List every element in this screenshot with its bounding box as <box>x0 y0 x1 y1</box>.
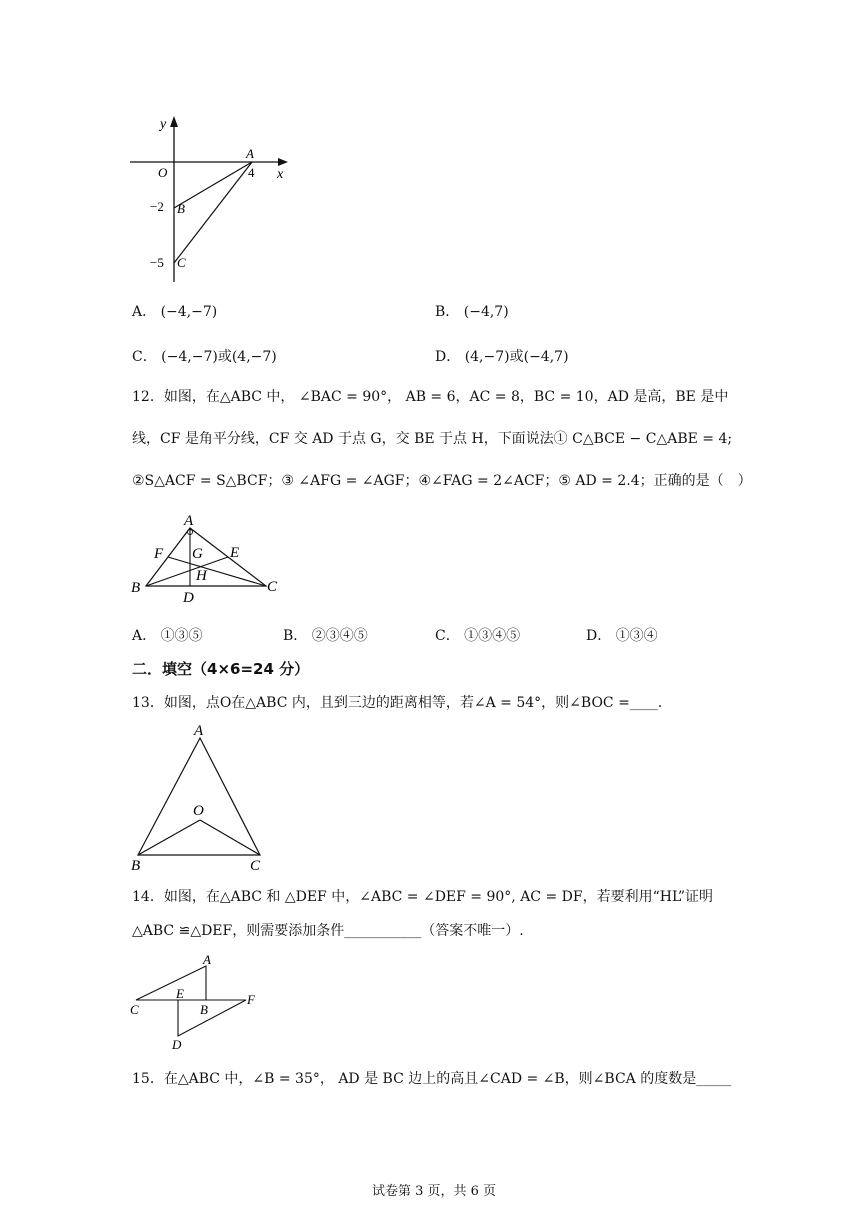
q12-option-b[interactable] <box>283 625 368 645</box>
label-c: C <box>130 1002 139 1017</box>
y-axis-arrow-icon <box>170 116 178 127</box>
label-a: A <box>203 952 211 967</box>
label-c: C <box>267 579 278 595</box>
q12-line-3: ②S△ACF = S△BCF；③ ∠AFG = ∠AGF；④∠FAG = 2∠ACF；⑤ AD = 2.4；正确的是（ ） <box>132 473 752 489</box>
triangle-abc <box>138 738 260 855</box>
label-o: O <box>193 803 204 819</box>
label-b: B <box>131 858 141 874</box>
label-a: A <box>184 513 194 529</box>
q14-line-1: 14．如图，在△ABC 和 △DEF 中，∠ABC = ∠DEF = 90°, AC = DF，若要利用“HL”证明 <box>132 889 714 905</box>
option-text: ②③④⑤ <box>311 628 368 644</box>
tick-y-neg2: −2 <box>150 199 164 214</box>
q13-text: 13．如图，点O在△ABC 内，且到三边的距离相等，若∠A = 54°，则∠BOC =____. <box>132 695 663 711</box>
q12-line-2: 线，CF 是角平分线，CF 交 AD 于点 G，交 BE 于点 H，下面说法① C△BCE − C△ABE = 4; <box>132 431 733 447</box>
q11-figure <box>120 110 300 285</box>
label-b: B <box>131 580 141 596</box>
q11-option-a[interactable] <box>132 301 217 321</box>
label-a: A <box>194 723 204 739</box>
q12-option-d[interactable] <box>586 625 658 645</box>
q11-option-b[interactable] <box>435 301 509 321</box>
page-footer: 试卷第 3 页，共 6 页 <box>371 1184 497 1199</box>
option-letter: B． <box>283 628 308 644</box>
label-d: D <box>183 590 194 605</box>
axis-x-label: x <box>277 167 284 182</box>
option-text: (4,−7)或(−4,7) <box>464 349 569 365</box>
triangle-def <box>178 1000 246 1036</box>
q12-option-a[interactable] <box>132 625 203 645</box>
q12-figure <box>126 510 286 605</box>
section-heading: 二．填空（4×6=24 分） <box>132 660 310 678</box>
option-text: (−4,−7) <box>160 304 218 320</box>
option-text: (−4,7) <box>463 304 509 320</box>
label-d: D <box>172 1037 182 1052</box>
q13-figure <box>128 722 268 874</box>
label-f: F <box>247 992 255 1007</box>
label-c: C <box>250 858 261 874</box>
axis-y-label: y <box>160 117 167 132</box>
option-letter: A． <box>132 628 157 644</box>
q15-text: 15．在△ABC 中，∠B = 35°， AD 是 BC 边上的高且∠CAD = ∠B，则∠BCA 的度数是_____ <box>132 1071 732 1087</box>
label-b: B <box>200 1002 208 1017</box>
label-f: F <box>154 546 164 562</box>
origin-label: O <box>158 165 168 180</box>
option-text: ①③④ <box>615 628 658 644</box>
option-letter: D． <box>435 349 461 365</box>
option-text: (−4,−7)或(4,−7) <box>161 349 277 365</box>
q12-option-c[interactable] <box>435 625 520 645</box>
q11-option-d[interactable] <box>435 346 569 366</box>
point-b-label: B <box>177 201 185 216</box>
label-g: G <box>192 546 203 562</box>
label-e: E <box>176 986 184 1001</box>
option-letter: A． <box>132 304 157 320</box>
option-letter: D． <box>586 628 612 644</box>
q12-line-1: 12．如图，在△ABC 中， ∠BAC = 90°， AB = 6，AC = 8，BC = 10，AD 是高，BE 是中 <box>132 389 729 405</box>
option-letter: C． <box>132 349 157 365</box>
tick-x-4: 4 <box>248 165 255 180</box>
x-axis-arrow-icon <box>278 158 288 166</box>
segment-ab <box>174 162 252 208</box>
point-c-label: C <box>177 255 186 270</box>
option-text: ①③⑤ <box>160 628 203 644</box>
option-text: ①③④⑤ <box>464 628 521 644</box>
segment-ac <box>174 162 252 263</box>
q14-line-2: △ABC ≌△DEF，则需要添加条件___________（答案不唯一）. <box>132 923 524 939</box>
q14-figure <box>126 952 266 1052</box>
point-a-label: A <box>246 146 254 161</box>
triangle-abc <box>136 966 206 1000</box>
option-letter: C． <box>435 628 460 644</box>
label-e: E <box>230 545 240 561</box>
label-h: H <box>196 568 207 584</box>
tick-y-neg5: −5 <box>150 255 164 270</box>
option-letter: B． <box>435 304 460 320</box>
q11-option-c[interactable] <box>132 346 277 366</box>
